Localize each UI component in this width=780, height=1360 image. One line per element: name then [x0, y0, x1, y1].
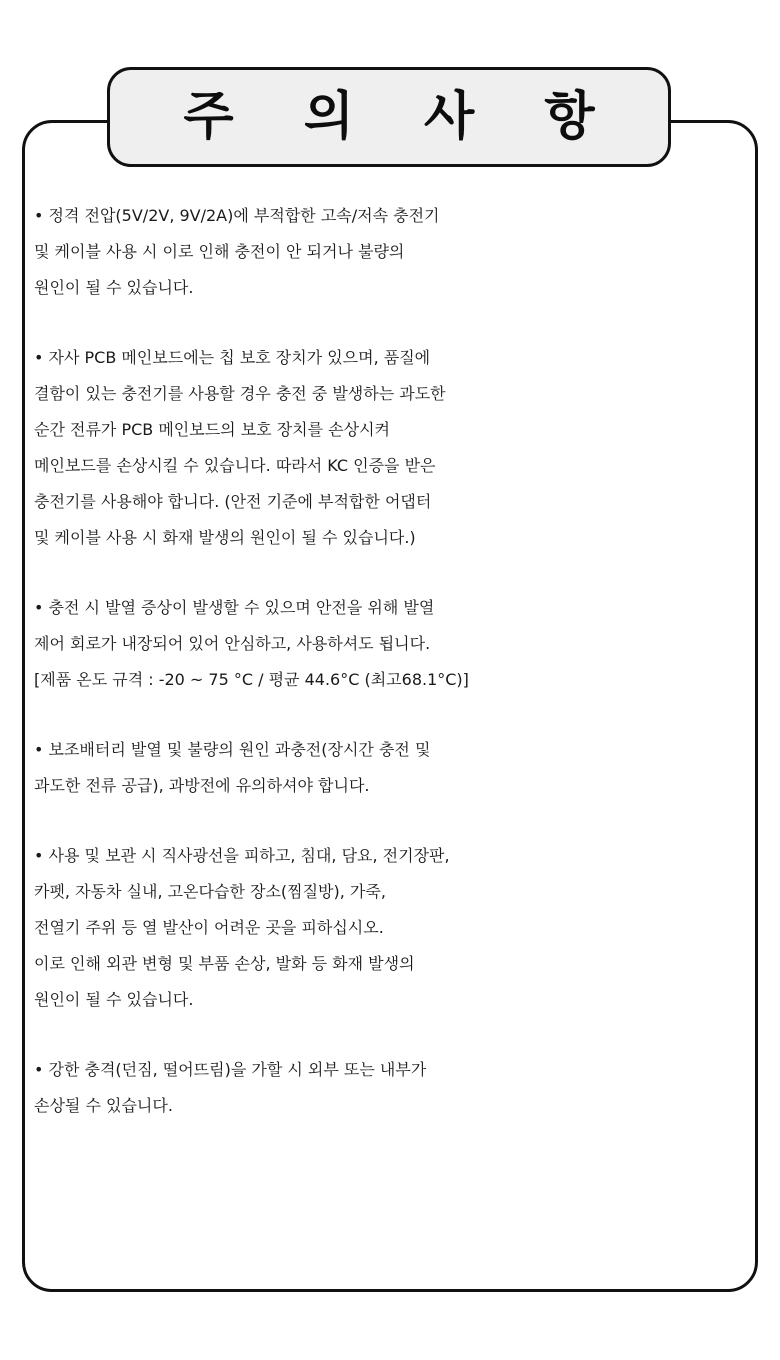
notice-item-charger-voltage — [34, 198, 754, 306]
notice-line: 결함이 있는 충전기를 사용할 경우 충전 중 발생하는 과도한 — [34, 384, 446, 403]
notice-line: • 강한 충격(던짐, 떨어뜨림)을 가할 시 외부 또는 내부가 — [34, 1060, 427, 1079]
notice-title: 주 의 사 항 — [183, 87, 621, 147]
notice-line: [제품 온도 규격 : -20 ~ 75 °C / 평균 44.6°C (최고68.1°C)] — [34, 670, 469, 689]
notice-line: 전열기 주위 등 열 발산이 어려운 곳을 피하십시오. — [34, 918, 384, 937]
notice-item-pcb-protection — [34, 340, 754, 556]
notice-line: 메인보드를 손상시킬 수 있습니다. 따라서 KC 인증을 받은 — [34, 456, 436, 475]
notice-list — [34, 198, 754, 1158]
notice-item-overcharge — [34, 732, 754, 804]
notice-line: • 정격 전압(5V/2V, 9V/2A)에 부적합한 고속/저속 충전기 — [34, 206, 440, 225]
notice-line: 순간 전류가 PCB 메인보드의 보호 장치를 손상시켜 — [34, 420, 390, 439]
notice-line: • 사용 및 보관 시 직사광선을 피하고, 침대, 담요, 전기장판, — [34, 846, 450, 865]
title-box — [107, 67, 671, 167]
notice-line: 및 케이블 사용 시 화재 발생의 원인이 될 수 있습니다.) — [34, 528, 416, 547]
notice-item-impact — [34, 1052, 754, 1124]
notice-line: • 충전 시 발열 증상이 발생할 수 있으며 안전을 위해 발열 — [34, 598, 435, 617]
notice-line: 이로 인해 외관 변형 및 부품 손상, 발화 등 화재 발생의 — [34, 954, 415, 973]
notice-line: 과도한 전류 공급), 과방전에 유의하셔야 합니다. — [34, 776, 370, 795]
notice-item-storage — [34, 838, 754, 1018]
notice-line: 제어 회로가 내장되어 있어 안심하고, 사용하셔도 됩니다. — [34, 634, 431, 653]
notice-line: • 자사 PCB 메인보드에는 칩 보호 장치가 있으며, 품질에 — [34, 348, 431, 367]
notice-line: 손상될 수 있습니다. — [34, 1096, 173, 1115]
notice-item-heat-control — [34, 590, 754, 698]
notice-line: • 보조배터리 발열 및 불량의 원인 과충전(장시간 충전 및 — [34, 740, 431, 759]
notice-line: 원인이 될 수 있습니다. — [34, 990, 194, 1009]
notice-line: 및 케이블 사용 시 이로 인해 충전이 안 되거나 불량의 — [34, 242, 405, 261]
notice-line: 원인이 될 수 있습니다. — [34, 278, 194, 297]
notice-line: 카펫, 자동차 실내, 고온다습한 장소(찜질방), 가죽, — [34, 882, 386, 901]
notice-line: 충전기를 사용해야 합니다. (안전 기준에 부적합한 어댑터 — [34, 492, 432, 511]
